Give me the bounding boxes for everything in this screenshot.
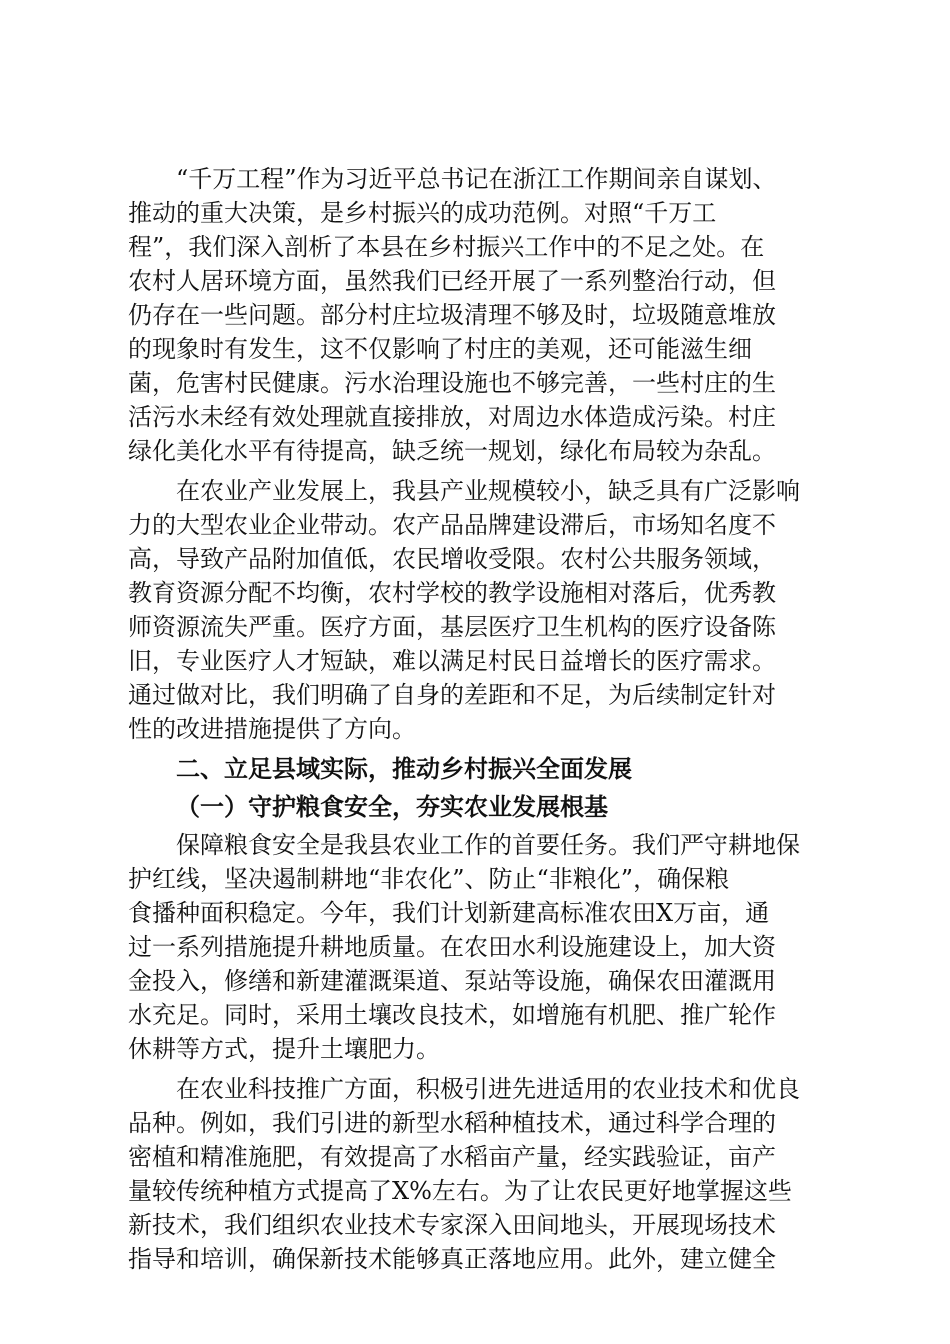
text-line: 绿化美化水平有待提高，缺乏统一规划，绿化布局较为杂乱。 [128, 437, 776, 465]
text-line: 旧，专业医疗人才短缺，难以满足村民日益增长的医疗需求。 [128, 647, 776, 675]
text-line: 指导和培训，确保新技术能够真正落地应用。此外，建立健全 [128, 1245, 776, 1273]
text-line: 仍存在一些问题。部分村庄垃圾清理不够及时，垃圾随意堆放 [128, 301, 776, 329]
text-line: 休耕等方式，提升土壤肥力。 [128, 1035, 440, 1063]
text-line: 在农业科技推广方面，积极引进先进适用的农业技术和优良 [176, 1075, 800, 1103]
text-line: 金投入，修缮和新建灌溉渠道、泵站等设施，确保农田灌溉用 [128, 967, 776, 995]
text-line: 推动的重大决策，是乡村振兴的成功范例。对照“千万工 [128, 199, 717, 227]
text-line: 性的改进措施提供了方向。 [128, 715, 416, 743]
text-line: 品种。例如，我们引进的新型水稻种植技术，通过科学合理的 [128, 1109, 776, 1137]
text-line: 师资源流失严重。医疗方面，基层医疗卫生机构的医疗设备陈 [128, 613, 776, 641]
section-heading [128, 752, 828, 786]
text-line: 农村人居环境方面，虽然我们已经开展了一系列整治行动，但 [128, 267, 776, 295]
body-paragraph [128, 162, 828, 468]
text-line: 高，导致产品附加值低，农民增收受限。农村公共服务领域， [128, 545, 776, 573]
text-line: 量较传统种植方式提高了X%左右。为了让农民更好地掌握这些 [128, 1177, 792, 1205]
text-line: 保障粮食安全是我县农业工作的首要任务。我们严守耕地保 [176, 831, 800, 859]
text-line: 通过做对比，我们明确了自身的差距和不足，为后续制定针对 [128, 681, 776, 709]
text-line: 过一系列措施提升耕地质量。在农田水利设施建设上，加大资 [128, 933, 776, 961]
text-line: 密植和精准施肥，有效提高了水稻亩产量，经实践验证，亩产 [128, 1143, 776, 1171]
document-page [128, 162, 828, 1276]
text-line: 程”，我们深入剖析了本县在乡村振兴工作中的不足之处。在 [128, 233, 765, 261]
body-paragraph [128, 1072, 828, 1276]
text-line: 教育资源分配不均衡，农村学校的教学设施相对落后，优秀教 [128, 579, 776, 607]
text-line: 护红线，坚决遏制耕地“非农化”、防止“非粮化”，确保粮 [128, 865, 730, 893]
text-line: 的现象时有发生，这不仅影响了村庄的美观，还可能滋生细 [128, 335, 752, 363]
text-line: 在农业产业发展上，我县产业规模较小，缺乏具有广泛影响 [176, 477, 800, 505]
body-paragraph [128, 474, 828, 746]
subsection-heading [128, 790, 828, 824]
body-paragraph [128, 828, 828, 1066]
text-line: 食播种面积稳定。今年，我们计划新建高标准农田X万亩，通 [128, 899, 770, 927]
heading-text: （一）守护粮食安全，夯实农业发展根基 [176, 793, 608, 821]
text-line: “千万工程”作为习近平总书记在浙江工作期间亲自谋划、 [176, 165, 777, 193]
heading-text: 二、立足县域实际，推动乡村振兴全面发展 [176, 755, 632, 783]
text-line: 菌，危害村民健康。污水治理设施也不够完善，一些村庄的生 [128, 369, 776, 397]
text-line: 水充足。同时，采用土壤改良技术，如增施有机肥、推广轮作 [128, 1001, 776, 1029]
text-line: 活污水未经有效处理就直接排放，对周边水体造成污染。村庄 [128, 403, 776, 431]
text-line: 新技术，我们组织农业技术专家深入田间地头，开展现场技术 [128, 1211, 776, 1239]
text-line: 力的大型农业企业带动。农产品品牌建设滞后，市场知名度不 [128, 511, 776, 539]
